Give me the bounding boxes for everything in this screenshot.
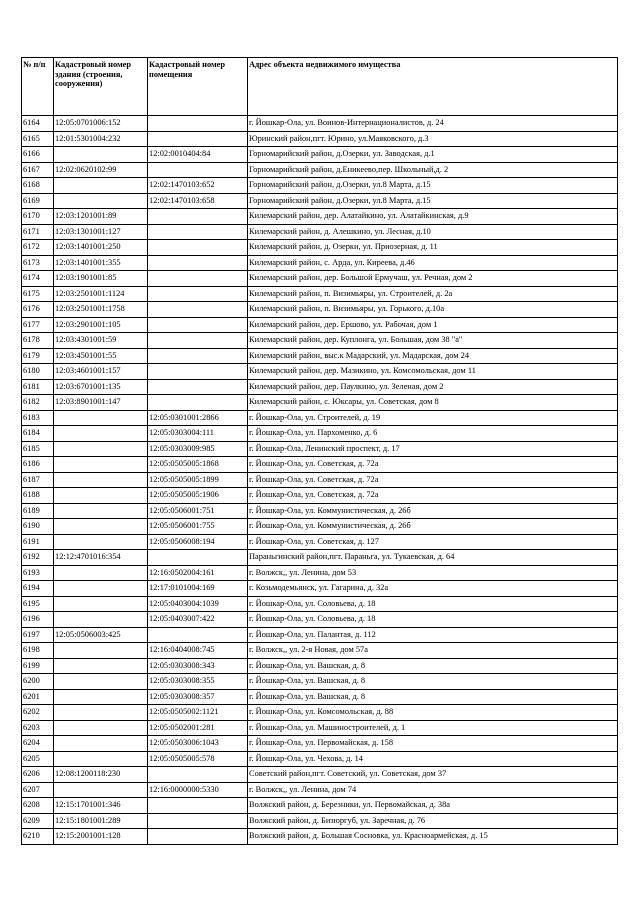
address-cell: Горномарийский район, д.Озерки, ул.8 Марта, д.15 bbox=[248, 193, 618, 209]
premises-cadastral-cell: 12:05:0506001:751 bbox=[148, 503, 248, 519]
row-number-cell: 6166 bbox=[22, 147, 54, 163]
table-row bbox=[22, 488, 618, 504]
building-cadastral-cell bbox=[54, 565, 148, 581]
building-cadastral-cell: 12:03:4301001:59 bbox=[54, 333, 148, 349]
table-row bbox=[22, 410, 618, 426]
address-cell: Килемарский район, с. Арда, ул. Киреева, д.46 bbox=[248, 255, 618, 271]
premises-cadastral-cell bbox=[148, 131, 248, 147]
address-cell: Волжский район, д. Большая Сосновка, ул. Красноармейская, д. 15 bbox=[248, 829, 618, 845]
property-registry-table bbox=[21, 57, 618, 845]
building-cadastral-cell: 12:03:4601001:157 bbox=[54, 364, 148, 380]
table-row bbox=[22, 348, 618, 364]
building-cadastral-cell bbox=[54, 410, 148, 426]
building-cadastral-cell: 12:15:1701001:346 bbox=[54, 798, 148, 814]
table-row bbox=[22, 271, 618, 287]
table-row bbox=[22, 302, 618, 318]
table-row bbox=[22, 441, 618, 457]
premises-cadastral-cell: 12:02:1470103:658 bbox=[148, 193, 248, 209]
table-row bbox=[22, 395, 618, 411]
row-number-cell: 6183 bbox=[22, 410, 54, 426]
building-cadastral-cell: 12:02:0620102:99 bbox=[54, 162, 148, 178]
premises-cadastral-cell: 12:05:0303009:985 bbox=[148, 441, 248, 457]
premises-cadastral-cell bbox=[148, 348, 248, 364]
header-premises-cadastral-number: Кадастровый номер помещения bbox=[148, 58, 248, 116]
row-number-cell: 6167 bbox=[22, 162, 54, 178]
building-cadastral-cell bbox=[54, 596, 148, 612]
premises-cadastral-cell bbox=[148, 317, 248, 333]
row-number-cell: 6204 bbox=[22, 736, 54, 752]
table-row bbox=[22, 782, 618, 798]
row-number-cell: 6203 bbox=[22, 720, 54, 736]
address-cell: Килемарский район, выс.к Мадарский, ул. Мадарская, дом 24 bbox=[248, 348, 618, 364]
premises-cadastral-cell bbox=[148, 240, 248, 256]
premises-cadastral-cell: 12:05:0303008:357 bbox=[148, 689, 248, 705]
address-cell: Килемарский район, дер. Мазикино, ул. Комсомольская, дом 11 bbox=[248, 364, 618, 380]
address-cell: г. Йошкар-Ола, ул. Первомайская, д. 158 bbox=[248, 736, 618, 752]
row-number-cell: 6164 bbox=[22, 116, 54, 132]
building-cadastral-cell: 12:15:2001001:128 bbox=[54, 829, 148, 845]
address-cell: г. Йошкар-Ола, ул. Вашская, д. 8 bbox=[248, 689, 618, 705]
address-cell: г. Волжск,, ул. Ленина, дом 74 bbox=[248, 782, 618, 798]
table-header bbox=[22, 58, 618, 116]
building-cadastral-cell: 12:08:1200118:230 bbox=[54, 767, 148, 783]
address-cell: г. Козьмодемьянск, ул. Гагарина, д. 32а bbox=[248, 581, 618, 597]
row-number-cell: 6176 bbox=[22, 302, 54, 318]
building-cadastral-cell: 12:03:1301001:127 bbox=[54, 224, 148, 240]
building-cadastral-cell bbox=[54, 519, 148, 535]
premises-cadastral-cell: 12:05:0403007:422 bbox=[148, 612, 248, 628]
table-row bbox=[22, 116, 618, 132]
row-number-cell: 6169 bbox=[22, 193, 54, 209]
building-cadastral-cell bbox=[54, 705, 148, 721]
premises-cadastral-cell bbox=[148, 379, 248, 395]
premises-cadastral-cell bbox=[148, 767, 248, 783]
address-cell: г. Йошкар-Ола, ул. Вашская, д. 8 bbox=[248, 658, 618, 674]
header-property-address: Адрес объекта недвижимого имущества bbox=[248, 58, 618, 116]
address-cell: г. Йошкар-Ола, ул. Палантая, д. 112 bbox=[248, 627, 618, 643]
row-number-cell: 6174 bbox=[22, 271, 54, 287]
row-number-cell: 6197 bbox=[22, 627, 54, 643]
premises-cadastral-cell: 12:17:0101004:169 bbox=[148, 581, 248, 597]
row-number-cell: 6186 bbox=[22, 457, 54, 473]
building-cadastral-cell: 12:03:1401001:250 bbox=[54, 240, 148, 256]
premises-cadastral-cell: 12:05:0303004:111 bbox=[148, 426, 248, 442]
table-row bbox=[22, 317, 618, 333]
table-row bbox=[22, 255, 618, 271]
premises-cadastral-cell bbox=[148, 116, 248, 132]
premises-cadastral-cell bbox=[148, 286, 248, 302]
premises-cadastral-cell: 12:05:0503006:1043 bbox=[148, 736, 248, 752]
premises-cadastral-cell bbox=[148, 550, 248, 566]
premises-cadastral-cell bbox=[148, 162, 248, 178]
premises-cadastral-cell: 12:05:0505002:1121 bbox=[148, 705, 248, 721]
row-number-cell: 6179 bbox=[22, 348, 54, 364]
premises-cadastral-cell: 12:05:0506008:194 bbox=[148, 534, 248, 550]
table-row bbox=[22, 751, 618, 767]
building-cadastral-cell bbox=[54, 426, 148, 442]
building-cadastral-cell bbox=[54, 674, 148, 690]
building-cadastral-cell: 12:15:1801001:289 bbox=[54, 813, 148, 829]
building-cadastral-cell bbox=[54, 472, 148, 488]
address-cell: Килемарский район, дер. Алатайкино, ул. Алатайкинская, д.9 bbox=[248, 209, 618, 225]
row-number-cell: 6198 bbox=[22, 643, 54, 659]
building-cadastral-cell: 12:03:6701001:135 bbox=[54, 379, 148, 395]
table-row bbox=[22, 472, 618, 488]
table-row bbox=[22, 565, 618, 581]
header-building-cadastral-number: Кадастровый номер здания (строения, сооружения) bbox=[54, 58, 148, 116]
row-number-cell: 6173 bbox=[22, 255, 54, 271]
row-number-cell: 6195 bbox=[22, 596, 54, 612]
address-cell: Килемарский район, д. Алешкино, ул. Лесная, д.10 bbox=[248, 224, 618, 240]
table-row bbox=[22, 705, 618, 721]
table-row bbox=[22, 519, 618, 535]
row-number-cell: 6193 bbox=[22, 565, 54, 581]
table-row bbox=[22, 581, 618, 597]
building-cadastral-cell bbox=[54, 612, 148, 628]
building-cadastral-cell: 12:05:0701006:152 bbox=[54, 116, 148, 132]
premises-cadastral-cell: 12:05:0303008:343 bbox=[148, 658, 248, 674]
premises-cadastral-cell: 12:05:0505005:1899 bbox=[148, 472, 248, 488]
premises-cadastral-cell bbox=[148, 302, 248, 318]
row-number-cell: 6184 bbox=[22, 426, 54, 442]
table-row bbox=[22, 426, 618, 442]
table-row bbox=[22, 767, 618, 783]
address-cell: Юринский район,пгт. Юрино, ул.Маяковского, д.3 bbox=[248, 131, 618, 147]
building-cadastral-cell bbox=[54, 581, 148, 597]
building-cadastral-cell: 12:03:2501001:1758 bbox=[54, 302, 148, 318]
table-row bbox=[22, 720, 618, 736]
building-cadastral-cell bbox=[54, 457, 148, 473]
building-cadastral-cell bbox=[54, 534, 148, 550]
premises-cadastral-cell bbox=[148, 813, 248, 829]
table-row bbox=[22, 534, 618, 550]
address-cell: г. Йошкар-Ола, ул. Комсомольская, д. 88 bbox=[248, 705, 618, 721]
address-cell: г. Йошкар-Ола, ул. Соловьева, д. 18 bbox=[248, 596, 618, 612]
building-cadastral-cell bbox=[54, 736, 148, 752]
address-cell: г. Йошкар-Ола, ул. Вашская, д. 8 bbox=[248, 674, 618, 690]
building-cadastral-cell bbox=[54, 503, 148, 519]
building-cadastral-cell bbox=[54, 720, 148, 736]
address-cell: г. Йошкар-Ола, ул. Чехова, д. 14 bbox=[248, 751, 618, 767]
row-number-cell: 6178 bbox=[22, 333, 54, 349]
row-number-cell: 6170 bbox=[22, 209, 54, 225]
premises-cadastral-cell: 12:05:0505005:1868 bbox=[148, 457, 248, 473]
row-number-cell: 6201 bbox=[22, 689, 54, 705]
building-cadastral-cell: 12:03:1401001:355 bbox=[54, 255, 148, 271]
table-row bbox=[22, 162, 618, 178]
row-number-cell: 6205 bbox=[22, 751, 54, 767]
premises-cadastral-cell bbox=[148, 271, 248, 287]
row-number-cell: 6206 bbox=[22, 767, 54, 783]
table-row bbox=[22, 457, 618, 473]
building-cadastral-cell bbox=[54, 488, 148, 504]
table-row bbox=[22, 240, 618, 256]
building-cadastral-cell: 12:05:0506003:425 bbox=[54, 627, 148, 643]
table-row bbox=[22, 643, 618, 659]
address-cell: г. Йошкар-Ола, ул. Коммунистическая, д. 26б bbox=[248, 503, 618, 519]
row-number-cell: 6188 bbox=[22, 488, 54, 504]
address-cell: Волжский район, д. Бизюргуб, ул. Заречная, д. 76 bbox=[248, 813, 618, 829]
row-number-cell: 6207 bbox=[22, 782, 54, 798]
row-number-cell: 6210 bbox=[22, 829, 54, 845]
table-row bbox=[22, 829, 618, 845]
table-row bbox=[22, 333, 618, 349]
row-number-cell: 6192 bbox=[22, 550, 54, 566]
building-cadastral-cell bbox=[54, 147, 148, 163]
table-body bbox=[22, 116, 618, 845]
row-number-cell: 6187 bbox=[22, 472, 54, 488]
address-cell: г. Волжск,, ул. Ленина, дом 53 bbox=[248, 565, 618, 581]
address-cell: г. Йошкар-Ола, ул. Коммунистическая, д. 26б bbox=[248, 519, 618, 535]
row-number-cell: 6177 bbox=[22, 317, 54, 333]
address-cell: Килемарский район, дер. Большой Ермучаш, ул. Речная, дом 2 bbox=[248, 271, 618, 287]
row-number-cell: 6200 bbox=[22, 674, 54, 690]
building-cadastral-cell bbox=[54, 689, 148, 705]
address-cell: Горномарийский район, д.Еникеево,пер. Школьный,д. 2 bbox=[248, 162, 618, 178]
address-cell: г. Йошкар-Ола, ул. Соловьева, д. 18 bbox=[248, 612, 618, 628]
premises-cadastral-cell: 12:16:0404008:745 bbox=[148, 643, 248, 659]
address-cell: г. Йошкар-Ола, ул. Советская, д. 72а bbox=[248, 488, 618, 504]
premises-cadastral-cell bbox=[148, 209, 248, 225]
building-cadastral-cell bbox=[54, 643, 148, 659]
table-row bbox=[22, 193, 618, 209]
row-number-cell: 6189 bbox=[22, 503, 54, 519]
premises-cadastral-cell: 12:16:0000000:5330 bbox=[148, 782, 248, 798]
table-row bbox=[22, 674, 618, 690]
building-cadastral-cell bbox=[54, 193, 148, 209]
building-cadastral-cell: 12:03:2501001:1124 bbox=[54, 286, 148, 302]
address-cell: Килемарский район, дер. Куплонга, ул. Большая, дом 38 "а" bbox=[248, 333, 618, 349]
table-row bbox=[22, 658, 618, 674]
building-cadastral-cell: 12:03:8901001:147 bbox=[54, 395, 148, 411]
address-cell: г. Волжск,, ул. 2-я Новая, дом 57а bbox=[248, 643, 618, 659]
address-cell: Горномарийский район, д.Озерки, ул.8 Марта, д.15 bbox=[248, 178, 618, 194]
premises-cadastral-cell: 12:16:0502004:161 bbox=[148, 565, 248, 581]
row-number-cell: 6208 bbox=[22, 798, 54, 814]
premises-cadastral-cell: 12:05:0505005:578 bbox=[148, 751, 248, 767]
premises-cadastral-cell: 12:02:1470103:652 bbox=[148, 178, 248, 194]
table-row bbox=[22, 224, 618, 240]
premises-cadastral-cell bbox=[148, 333, 248, 349]
row-number-cell: 6172 bbox=[22, 240, 54, 256]
row-number-cell: 6190 bbox=[22, 519, 54, 535]
building-cadastral-cell bbox=[54, 178, 148, 194]
table-row bbox=[22, 131, 618, 147]
row-number-cell: 6202 bbox=[22, 705, 54, 721]
address-cell: Килемарский район, дер. Паулкино, ул. Зеленая, дом 2 bbox=[248, 379, 618, 395]
address-cell: г. Йошкар-Ола, ул. Советская, д. 72а bbox=[248, 457, 618, 473]
address-cell: г. Йошкар-Ола, ул. Советская, д. 127 bbox=[248, 534, 618, 550]
address-cell: г. Йошкар-Ола, ул. Строителей, д. 19 bbox=[248, 410, 618, 426]
address-cell: г. Йошкар-Ола, ул. Машиностроителей, д. 1 bbox=[248, 720, 618, 736]
table-row bbox=[22, 627, 618, 643]
table-row bbox=[22, 798, 618, 814]
premises-cadastral-cell bbox=[148, 829, 248, 845]
address-cell: г. Йошкар-Ола, ул. Воинов-Интернационалистов, д. 24 bbox=[248, 116, 618, 132]
building-cadastral-cell bbox=[54, 751, 148, 767]
row-number-cell: 6181 bbox=[22, 379, 54, 395]
address-cell: Килемарский район, с. Юксары, ул. Советская, дом 8 bbox=[248, 395, 618, 411]
premises-cadastral-cell: 12:05:0403004:1039 bbox=[148, 596, 248, 612]
address-cell: г. Йошкар-Ола, Ленинский проспект, д. 17 bbox=[248, 441, 618, 457]
row-number-cell: 6182 bbox=[22, 395, 54, 411]
premises-cadastral-cell: 12:05:0506001:755 bbox=[148, 519, 248, 535]
premises-cadastral-cell: 12:05:0502001:281 bbox=[148, 720, 248, 736]
table-row bbox=[22, 550, 618, 566]
row-number-cell: 6165 bbox=[22, 131, 54, 147]
building-cadastral-cell: 12:03:4501001:55 bbox=[54, 348, 148, 364]
building-cadastral-cell bbox=[54, 782, 148, 798]
premises-cadastral-cell bbox=[148, 798, 248, 814]
table-row bbox=[22, 503, 618, 519]
row-number-cell: 6171 bbox=[22, 224, 54, 240]
header-row-number: № п/п bbox=[22, 58, 54, 116]
building-cadastral-cell bbox=[54, 658, 148, 674]
building-cadastral-cell: 12:03:1201001:89 bbox=[54, 209, 148, 225]
row-number-cell: 6209 bbox=[22, 813, 54, 829]
table-row bbox=[22, 689, 618, 705]
building-cadastral-cell bbox=[54, 441, 148, 457]
table-row bbox=[22, 286, 618, 302]
premises-cadastral-cell: 12:05:0301001:2866 bbox=[148, 410, 248, 426]
premises-cadastral-cell bbox=[148, 224, 248, 240]
address-cell: г. Йошкар-Ола, ул. Советская, д. 72а bbox=[248, 472, 618, 488]
building-cadastral-cell: 12:03:2901001:105 bbox=[54, 317, 148, 333]
table-row bbox=[22, 596, 618, 612]
premises-cadastral-cell bbox=[148, 395, 248, 411]
row-number-cell: 6199 bbox=[22, 658, 54, 674]
row-number-cell: 6175 bbox=[22, 286, 54, 302]
address-cell: Горномарийский район, д.Озерки, ул. Заводская, д.1 bbox=[248, 147, 618, 163]
address-cell: Килемарский район, п. Визимьяры, ул. Строителей, д. 2а bbox=[248, 286, 618, 302]
address-cell: Советский район,пгт. Советский, ул. Советская, дом 37 bbox=[248, 767, 618, 783]
address-cell: г. Йошкар-Ола, ул. Пархоменко, д. 6 bbox=[248, 426, 618, 442]
table-row bbox=[22, 813, 618, 829]
address-cell: Волжский район, д. Березники, ул. Первомайская, д. 38а bbox=[248, 798, 618, 814]
address-cell: Килемарский район, д. Озерки, ул. Приозерная, д. 11 bbox=[248, 240, 618, 256]
table-row bbox=[22, 736, 618, 752]
premises-cadastral-cell: 12:05:0303008:355 bbox=[148, 674, 248, 690]
building-cadastral-cell: 12:01:5301004:232 bbox=[54, 131, 148, 147]
building-cadastral-cell: 12:12:4701016:354 bbox=[54, 550, 148, 566]
table-row bbox=[22, 379, 618, 395]
row-number-cell: 6180 bbox=[22, 364, 54, 380]
row-number-cell: 6168 bbox=[22, 178, 54, 194]
address-cell: Параньгинский район,пгт. Параньга, ул. Тукаевская, д. 64 bbox=[248, 550, 618, 566]
row-number-cell: 6194 bbox=[22, 581, 54, 597]
premises-cadastral-cell bbox=[148, 255, 248, 271]
premises-cadastral-cell: 12:02:0010404:84 bbox=[148, 147, 248, 163]
premises-cadastral-cell: 12:05:0505005:1906 bbox=[148, 488, 248, 504]
table-row bbox=[22, 209, 618, 225]
table-row bbox=[22, 612, 618, 628]
row-number-cell: 6196 bbox=[22, 612, 54, 628]
building-cadastral-cell: 12:03:1901001:85 bbox=[54, 271, 148, 287]
row-number-cell: 6191 bbox=[22, 534, 54, 550]
premises-cadastral-cell bbox=[148, 627, 248, 643]
address-cell: Килемарский район, дер. Ершово, ул. Рабочая, дом 1 bbox=[248, 317, 618, 333]
table-row bbox=[22, 147, 618, 163]
table-row bbox=[22, 364, 618, 380]
row-number-cell: 6185 bbox=[22, 441, 54, 457]
table-row bbox=[22, 178, 618, 194]
premises-cadastral-cell bbox=[148, 364, 248, 380]
address-cell: Килемарский район, п. Визимьяры, ул. Горького, д.10а bbox=[248, 302, 618, 318]
